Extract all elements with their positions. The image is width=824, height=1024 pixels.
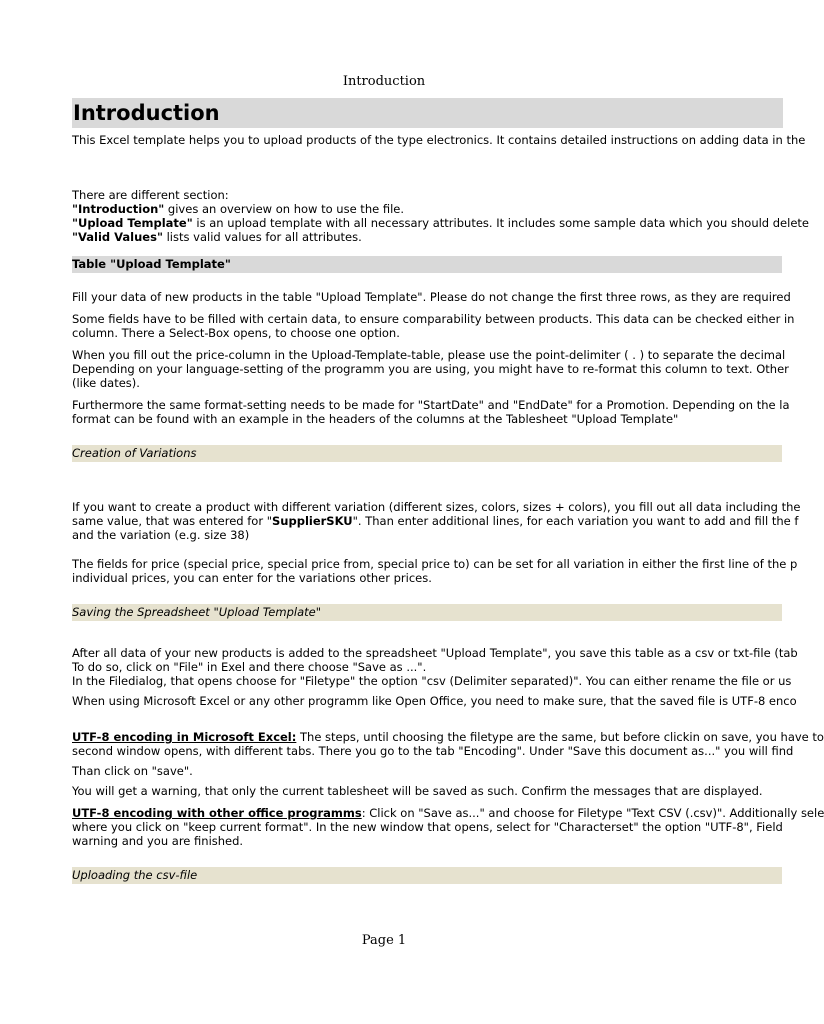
section-item-introduction: "Introduction" gives an overview on how to use the file. xyxy=(72,202,405,216)
paragraph: same value, that was entered for "SupplierSKU". Than enter additional lines, for each variation you want to add and fill the f xyxy=(72,514,799,528)
paragraph: second window opens, with different tabs. There you go to the tab "Encoding". Under "Save this document as..." you will find xyxy=(72,744,794,758)
subsection-heading-uploading: Uploading the csv-file xyxy=(72,867,782,884)
paragraph: format can be found with an example in the headers of the columns at the Tablesheet "Upload Template" xyxy=(72,412,679,426)
supplier-sku-label: SupplierSKU xyxy=(272,514,353,528)
paragraph: When using Microsoft Excel or any other programm like Open Office, you need to make sure, that the saved file is UTF-8 enco xyxy=(72,694,797,708)
subsection-heading-saving: Saving the Spreadsheet "Upload Template" xyxy=(72,604,782,621)
paragraph: Fill your data of new products in the table "Upload Template". Please do not change the first three rows, as they are required xyxy=(72,290,791,304)
main-title: Introduction xyxy=(72,98,783,128)
paragraph: individual prices, you can enter for the variations other prices. xyxy=(72,571,432,585)
page-footer: Page 1 xyxy=(361,933,407,948)
paragraph: (like dates). xyxy=(72,376,140,390)
paragraph: UTF-8 encoding with other office programms: Click on "Save as..." and choose for Filetype "Text CSV (.csv)". Additionally sele xyxy=(72,806,824,820)
section-item-name: "Introduction" xyxy=(72,202,165,216)
paragraph: column. There a Select-Box opens, to choose one option. xyxy=(72,326,400,340)
paragraph: When you fill out the price-column in the Upload-Template-table, please use the point-delimiter ( . ) to separate the decimal xyxy=(72,348,786,362)
subsection-heading-variations: Creation of Variations xyxy=(72,445,782,462)
sections-intro-line: There are different section: xyxy=(72,188,229,202)
section-item-name: "Upload Template" xyxy=(72,216,193,230)
paragraph: You will get a warning, that only the current tablesheet will be saved as such. Confirm the messages that are displayed. xyxy=(72,784,763,798)
paragraph: In the Filedialog, that opens choose for "Filetype" the option "csv (Delimiter separated)". You can either rename the file or us xyxy=(72,674,792,688)
other-office-label: UTF-8 encoding with other office programms xyxy=(72,806,362,820)
section-item-name: "Valid Values" xyxy=(72,230,163,244)
section-heading-upload-template: Table "Upload Template" xyxy=(72,256,782,273)
paragraph: If you want to create a product with different variation (different sizes, colors, sizes + colors), you fill out all data including the xyxy=(72,500,801,514)
paragraph: Some fields have to be filled with certain data, to ensure comparability between products. This data can be checked either in xyxy=(72,312,795,326)
paragraph: To do so, click on "File" in Exel and there choose "Save as ...". xyxy=(72,660,427,674)
page-header: Introduction xyxy=(342,74,426,89)
paragraph: warning and you are finished. xyxy=(72,834,244,848)
ms-excel-label: UTF-8 encoding in Microsoft Excel: xyxy=(72,730,297,744)
paragraph: Than click on "save". xyxy=(72,764,193,778)
intro-text: This Excel template helps you to upload products of the type electronics. It contains detailed instructions on adding data in the xyxy=(72,133,806,147)
section-item-upload-template: "Upload Template" is an upload template with all necessary attributes. It includes some sample data which you should delete xyxy=(72,216,809,230)
paragraph: Depending on your language-setting of the programm you are using, you might have to re-format this column to text. Other xyxy=(72,362,789,376)
paragraph: where you click on "keep current format". In the new window that opens, select for "Characterset" the option "UTF-8", Field xyxy=(72,820,783,834)
section-item-valid-values: "Valid Values" lists valid values for all attributes. xyxy=(72,230,362,244)
paragraph: and the variation (e.g. size 38) xyxy=(72,528,250,542)
paragraph: The fields for price (special price, special price from, special price to) can be set for all variation in either the first line of the p xyxy=(72,557,798,571)
paragraph: UTF-8 encoding in Microsoft Excel: The steps, until choosing the filetype are the same, but before clickin on save, you have to xyxy=(72,730,824,744)
document-body xyxy=(72,98,824,884)
paragraph: After all data of your new products is added to the spreadsheet "Upload Template", you save this table as a csv or txt-file (tab xyxy=(72,646,798,660)
paragraph: Furthermore the same format-setting needs to be made for "StartDate" and "EndDate" for a Promotion. Depending on the la xyxy=(72,398,790,412)
